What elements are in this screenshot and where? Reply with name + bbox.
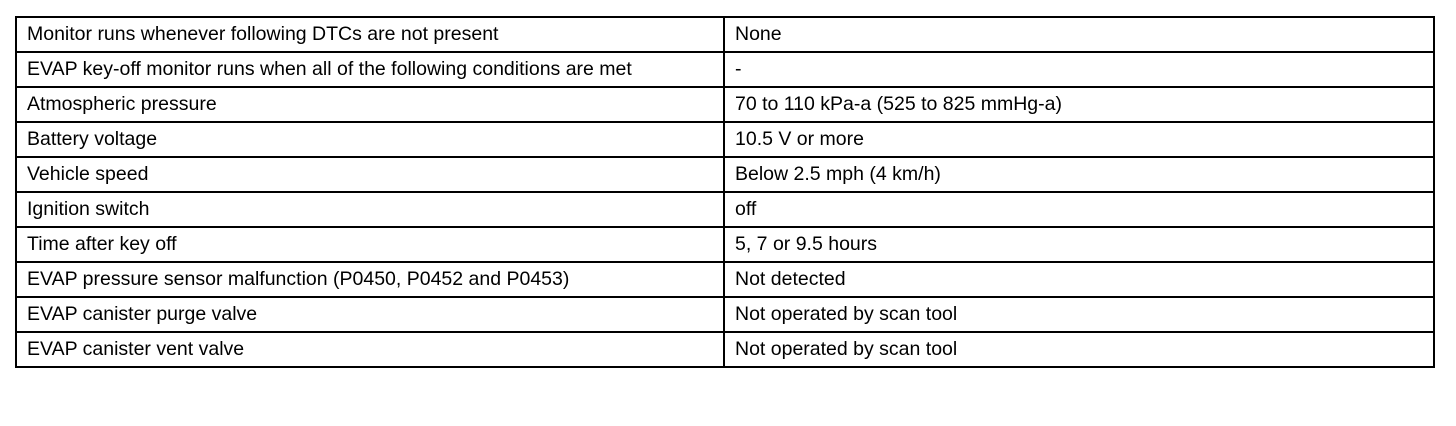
condition-cell: Ignition switch bbox=[16, 192, 724, 227]
condition-cell: Monitor runs whenever following DTCs are not present bbox=[16, 17, 724, 52]
value-cell: Below 2.5 mph (4 km/h) bbox=[724, 157, 1434, 192]
condition-cell: Time after key off bbox=[16, 227, 724, 262]
value-cell: - bbox=[724, 52, 1434, 87]
condition-cell: EVAP canister purge valve bbox=[16, 297, 724, 332]
monitor-conditions-table-container bbox=[15, 16, 1433, 368]
table-row bbox=[16, 157, 1434, 192]
table-row bbox=[16, 52, 1434, 87]
condition-cell: EVAP canister vent valve bbox=[16, 332, 724, 367]
condition-cell: Vehicle speed bbox=[16, 157, 724, 192]
table-row bbox=[16, 297, 1434, 332]
value-cell: Not operated by scan tool bbox=[724, 332, 1434, 367]
condition-cell: Atmospheric pressure bbox=[16, 87, 724, 122]
value-cell: Not operated by scan tool bbox=[724, 297, 1434, 332]
value-cell: None bbox=[724, 17, 1434, 52]
table-row bbox=[16, 262, 1434, 297]
table-row bbox=[16, 17, 1434, 52]
value-cell: 70 to 110 kPa-a (525 to 825 mmHg-a) bbox=[724, 87, 1434, 122]
condition-cell: Battery voltage bbox=[16, 122, 724, 157]
condition-cell: EVAP key-off monitor runs when all of the following conditions are met bbox=[16, 52, 724, 87]
monitor-conditions-table bbox=[15, 16, 1435, 368]
table-row bbox=[16, 122, 1434, 157]
table-row bbox=[16, 332, 1434, 367]
value-cell: off bbox=[724, 192, 1434, 227]
table-row bbox=[16, 192, 1434, 227]
table-row bbox=[16, 87, 1434, 122]
value-cell: Not detected bbox=[724, 262, 1434, 297]
condition-cell: EVAP pressure sensor malfunction (P0450, P0452 and P0453) bbox=[16, 262, 724, 297]
table-row bbox=[16, 227, 1434, 262]
value-cell: 10.5 V or more bbox=[724, 122, 1434, 157]
value-cell: 5, 7 or 9.5 hours bbox=[724, 227, 1434, 262]
